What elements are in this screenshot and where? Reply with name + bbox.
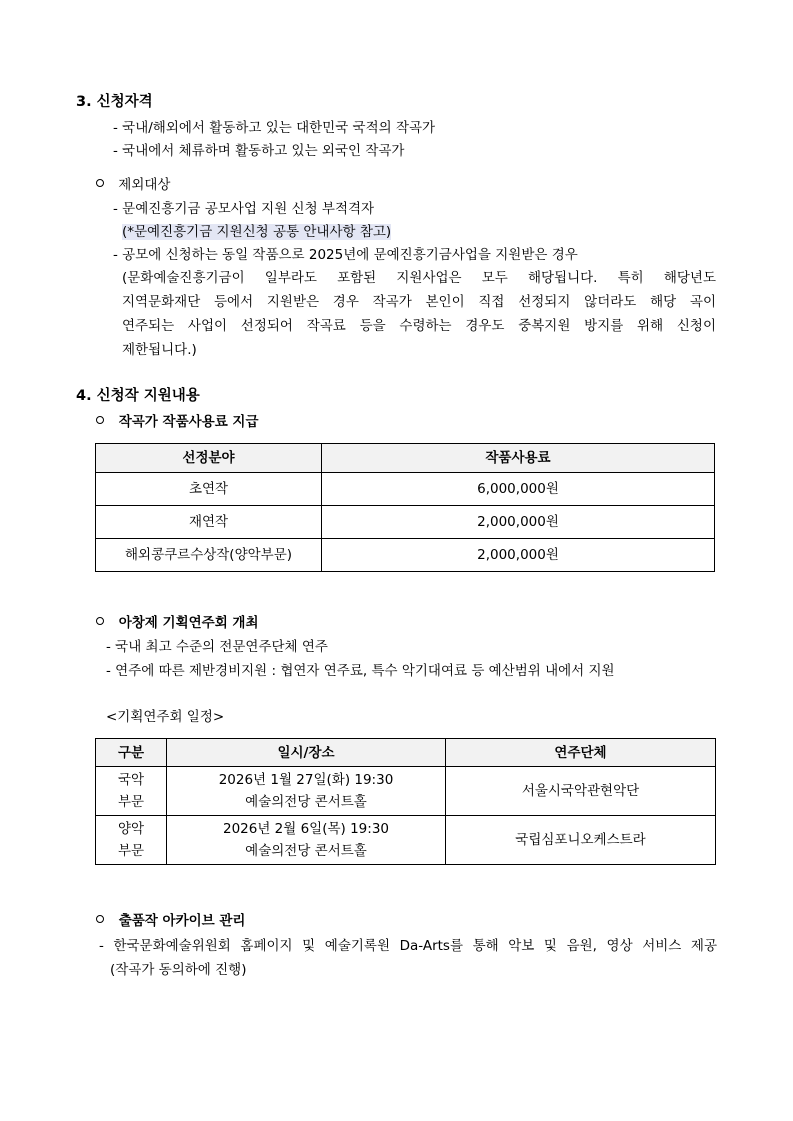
category-cell bbox=[96, 816, 167, 865]
column-header: 선정분야 bbox=[96, 444, 322, 473]
eligibility-item-1: - 국내/해외에서 활동하고 있는 대한민국 국적의 작곡가 bbox=[113, 120, 436, 136]
ensemble-cell: 국립심포니오케스트라 bbox=[446, 816, 716, 865]
exclusion-item-1: - 문예진흥기금 공모사업 지원 신청 부적격자 bbox=[113, 201, 375, 217]
table-row bbox=[96, 506, 715, 539]
hollow-circle-bullet-icon bbox=[96, 617, 104, 625]
date-time: 2026년 1월 27일(화) 19:30 bbox=[218, 772, 394, 788]
category-line-2: 부문 bbox=[117, 843, 145, 859]
fee-title-row bbox=[96, 412, 259, 432]
category-line-1: 국악 bbox=[117, 772, 145, 788]
fee-title: 작곡가 작품사용료 지급 bbox=[118, 414, 259, 430]
table-cell: 2,000,000원 bbox=[322, 506, 715, 539]
column-header: 구분 bbox=[96, 739, 167, 767]
table-cell: 6,000,000원 bbox=[322, 473, 715, 506]
exclusion-note-line-3: 연주되는 사업이 선정되어 작곡료 등을 수령하는 경우도 중복지원 방지를 위해 신청이 bbox=[122, 318, 716, 334]
column-header: 작품사용료 bbox=[322, 444, 715, 473]
hollow-circle-bullet-icon bbox=[96, 179, 104, 187]
archive-item: - 한국문화예술위원회 홈페이지 및 예술기록원 Da-Arts를 통해 악보 및 음원, 영상 서비스 제공 bbox=[99, 938, 717, 954]
concert-item-2: - 연주에 따른 제반경비지원 : 협연자 연주료, 특수 악기대여료 등 예산범위 내에서 지원 bbox=[106, 663, 615, 679]
fee-table bbox=[95, 443, 715, 572]
table-header-row bbox=[96, 444, 715, 473]
column-header: 일시/장소 bbox=[167, 739, 446, 767]
datetime-cell bbox=[167, 816, 446, 865]
table-row bbox=[96, 767, 716, 816]
category-line-2: 부문 bbox=[117, 794, 145, 810]
table-cell: 초연작 bbox=[96, 473, 322, 506]
concert-title-row bbox=[96, 613, 259, 633]
exclusion-note-line-2: 지역문화재단 등에서 지원받은 경우 작곡가 본인이 직접 선정되지 않더라도 해당 곡이 bbox=[122, 294, 716, 310]
table-row bbox=[96, 473, 715, 506]
category-line-1: 양악 bbox=[117, 821, 145, 837]
archive-title: 출품작 아카이브 관리 bbox=[118, 913, 246, 929]
exclusion-note-line-4: 제한됩니다.) bbox=[122, 342, 197, 358]
ensemble-cell: 서울시국악관현악단 bbox=[446, 767, 716, 816]
exclusion-item-1-note bbox=[122, 222, 391, 242]
exclusion-title-row bbox=[96, 175, 170, 195]
archive-title-row bbox=[96, 911, 245, 931]
section4-heading: 4. 신청작 지원내용 bbox=[76, 388, 200, 404]
venue: 예술의전당 콘서트홀 bbox=[245, 843, 367, 859]
schedule-caption: <기획연주회 일정> bbox=[106, 709, 225, 725]
eligibility-item-2: - 국내에서 체류하며 활동하고 있는 외국인 작곡가 bbox=[113, 143, 405, 159]
exclusion-title: 제외대상 bbox=[118, 177, 171, 193]
category-cell bbox=[96, 767, 167, 816]
concert-title: 아창제 기획연주회 개최 bbox=[118, 615, 259, 631]
schedule-table bbox=[95, 738, 716, 865]
date-time: 2026년 2월 6일(목) 19:30 bbox=[222, 821, 389, 837]
venue: 예술의전당 콘서트홀 bbox=[245, 794, 367, 810]
hollow-circle-bullet-icon bbox=[96, 915, 104, 923]
highlighted-note: (*문예진흥기금 지원신청 공통 안내사항 참고) bbox=[122, 224, 392, 240]
table-cell: 재연작 bbox=[96, 506, 322, 539]
hollow-circle-bullet-icon bbox=[96, 416, 104, 424]
datetime-cell bbox=[167, 767, 446, 816]
concert-item-1: - 국내 최고 수준의 전문연주단체 연주 bbox=[106, 639, 328, 655]
archive-note: (작곡가 동의하에 진행) bbox=[110, 962, 247, 978]
exclusion-item-2: - 공모에 신청하는 동일 작품으로 2025년에 문예진흥기금사업을 지원받은 경우 bbox=[113, 247, 578, 263]
exclusion-note-line-1: (문화예술진흥기금이 일부라도 포함된 지원사업은 모두 해당됩니다. 특히 해당년도 bbox=[122, 270, 716, 286]
table-cell: 해외콩쿠르수상작(양악부문) bbox=[96, 539, 322, 572]
section3-heading: 3. 신청자격 bbox=[76, 94, 153, 110]
table-row bbox=[96, 816, 716, 865]
table-header-row bbox=[96, 739, 716, 767]
column-header: 연주단체 bbox=[446, 739, 716, 767]
table-cell: 2,000,000원 bbox=[322, 539, 715, 572]
table-row bbox=[96, 539, 715, 572]
